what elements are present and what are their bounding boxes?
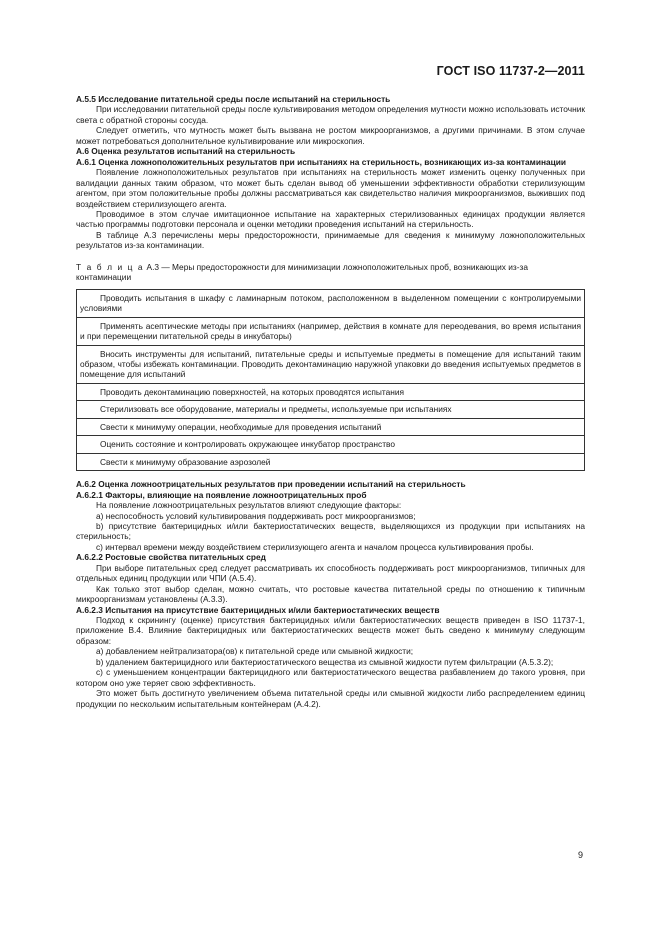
section-heading-a61: А.6.1 Оценка ложноположительных результатов при испытаниях на стерильность, возникающих из-за контаминации: [76, 156, 567, 167]
section-heading-a55: А.5.5 Исследование питательной среды после испытаний на стерильность: [76, 94, 391, 104]
paragraph: При исследовании питательной среды после культивирования методом определения мутности можно использовать источник света с обратной стороны сосуда.: [76, 104, 585, 125]
table-row: [77, 345, 585, 383]
section-heading-a621: А.6.2.1 Факторы, влияющие на появление ложноотрицательных проб: [76, 489, 367, 500]
section-heading-a6: А.6 Оценка результатов испытаний на стерильность: [76, 146, 296, 157]
page-number: 9: [577, 850, 583, 860]
paragraph: Это может быть достигнуто увеличением объема питательной среды или смывной жидкости либо распределением единиц продукции по нескольким испытательным контейнерам (А.4.2).: [76, 688, 585, 709]
paragraph: На появление ложноотрицательных результатов влияют следующие факторы:: [96, 500, 402, 511]
table-row: [77, 453, 585, 470]
table-cell: Оценить состояние и контролировать окружающее инкубатор пространство: [77, 436, 585, 453]
list-item: a) неспособность условий культивирования поддерживать рост микроорганизмов;: [96, 510, 416, 521]
document-header: ГОСТ ISO 11737-2—2011: [436, 64, 585, 78]
section-heading-a622: А.6.2.2 Ростовые свойства питательных сред: [76, 552, 266, 563]
table-caption-label: Т а б л и ц а: [76, 261, 145, 272]
table-caption: [76, 262, 585, 283]
paragraph: Как только этот выбор сделан, можно считать, что ростовые качества питательной среды по отношению к типичным микроорганизмам установлены (А.3.3).: [76, 583, 585, 605]
table-cell: Вносить инструменты для испытаний, питательные среды и испытуемые предметы в помещение для испытаний таким образом, чтобы избежать контаминации. Проводить деконтаминацию наружной упаковки до введения испытуемых предметов в помещение для испытаний: [77, 345, 585, 383]
list-item: c) с уменьшением концентрации бактерицидного или бактериостатического вещества разбавлением до такого уровня, при котором оно уже теряет свою эффективность.: [76, 667, 585, 688]
table-row: [77, 289, 585, 317]
table-row: [77, 436, 585, 453]
table-row: [77, 401, 585, 418]
section-heading-a623: А.6.2.3 Испытания на присутствие бактерицидных и/или бактериостатических веществ: [76, 604, 440, 615]
list-item: c) интервал времени между воздействием стерилизующего агента и началом процесса культивирования пробы.: [96, 541, 534, 552]
table-cell: Свести к минимуму операции, необходимые для проведения испытаний: [77, 418, 585, 435]
table-cell: Стерилизовать все оборудование, материалы и предметы, используемые при испытаниях: [77, 401, 585, 418]
paragraph: В таблице А.3 перечислены меры предосторожности, принимаемые для сведения к минимуму ложноположительных результатов из-за контаминации.: [76, 229, 585, 251]
table-row: [77, 418, 585, 435]
paragraph: Проводимое в этом случае имитационное испытание на характерных стерилизованных единицах продукции является частью программы подготовки персонала и оценки методики проведения испытаний на стерильность.: [76, 208, 585, 230]
table-cell: Свести к минимуму образование аэрозолей: [77, 453, 585, 470]
paragraph: Следует отметить, что мутность может быть вызвана не ростом микроорганизмов, а другими причинами. В этом случае может потребоваться дополнительное культивирование или микроскопия.: [76, 125, 585, 146]
table-row: [77, 383, 585, 400]
table-row: [77, 317, 585, 345]
table-cell: Проводить испытания в шкафу с ламинарным потоком, расположенном в выделенном помещении с контролируемыми условиями: [77, 289, 585, 317]
paragraph: Подход к скринингу (оценке) присутствия бактерицидных и/или бактериостатических веществ приведен в ISO 11737-1, приложение В.4. Влияние бактерицидных или бактериостатических веществ может быть сведено к минимуму следующим образом:: [76, 615, 585, 646]
document-body: [76, 94, 585, 709]
section-heading-a62: А.6.2 Оценка ложноотрицательных результатов при проведении испытаний на стерильность: [76, 479, 466, 490]
paragraph: При выборе питательных сред следует рассматривать их способность поддерживать рост микроорганизмов, типичных для отдельных единиц продукции или ЧПИ (А.5.4).: [76, 562, 585, 584]
precautions-table: [76, 289, 585, 471]
list-item: b) удалением бактерицидного или бактериостатического вещества из смывной жидкости путем фильтрации (А.5.3.2);: [96, 656, 554, 667]
table-cell: Проводить деконтаминацию поверхностей, на которых проводятся испытания: [77, 383, 585, 400]
paragraph: Появление ложноположительных результатов при испытаниях на стерильность может изменить оценку полученных при валидации данных таким образом, что может быть сделан вывод об уменьшении эффективности обработки стерилизующим агентом, при этом положительные пробы должны рассматриваться как свидетельство наличия микроорганизмов, выживших под воздействием стерилизующего агента.: [76, 167, 585, 209]
table-cell: Применять асептические методы при испытаниях (например, действия в комнате для переодевания, во время испытания и при перемещении питательной среды в инкубаторы): [77, 317, 585, 345]
table-caption-text: А.3 — Меры предосторожности для минимизации ложноположительных проб, возникающих из-за контаминации: [76, 261, 528, 283]
list-item: a) добавлением нейтрализатора(ов) к питательной среде или смывной жидкости;: [96, 646, 414, 657]
list-item: b) присутствие бактерицидных и/или бактериостатических веществ, выделяющихся из продукции при испытаниях на стерильность;: [76, 520, 585, 542]
